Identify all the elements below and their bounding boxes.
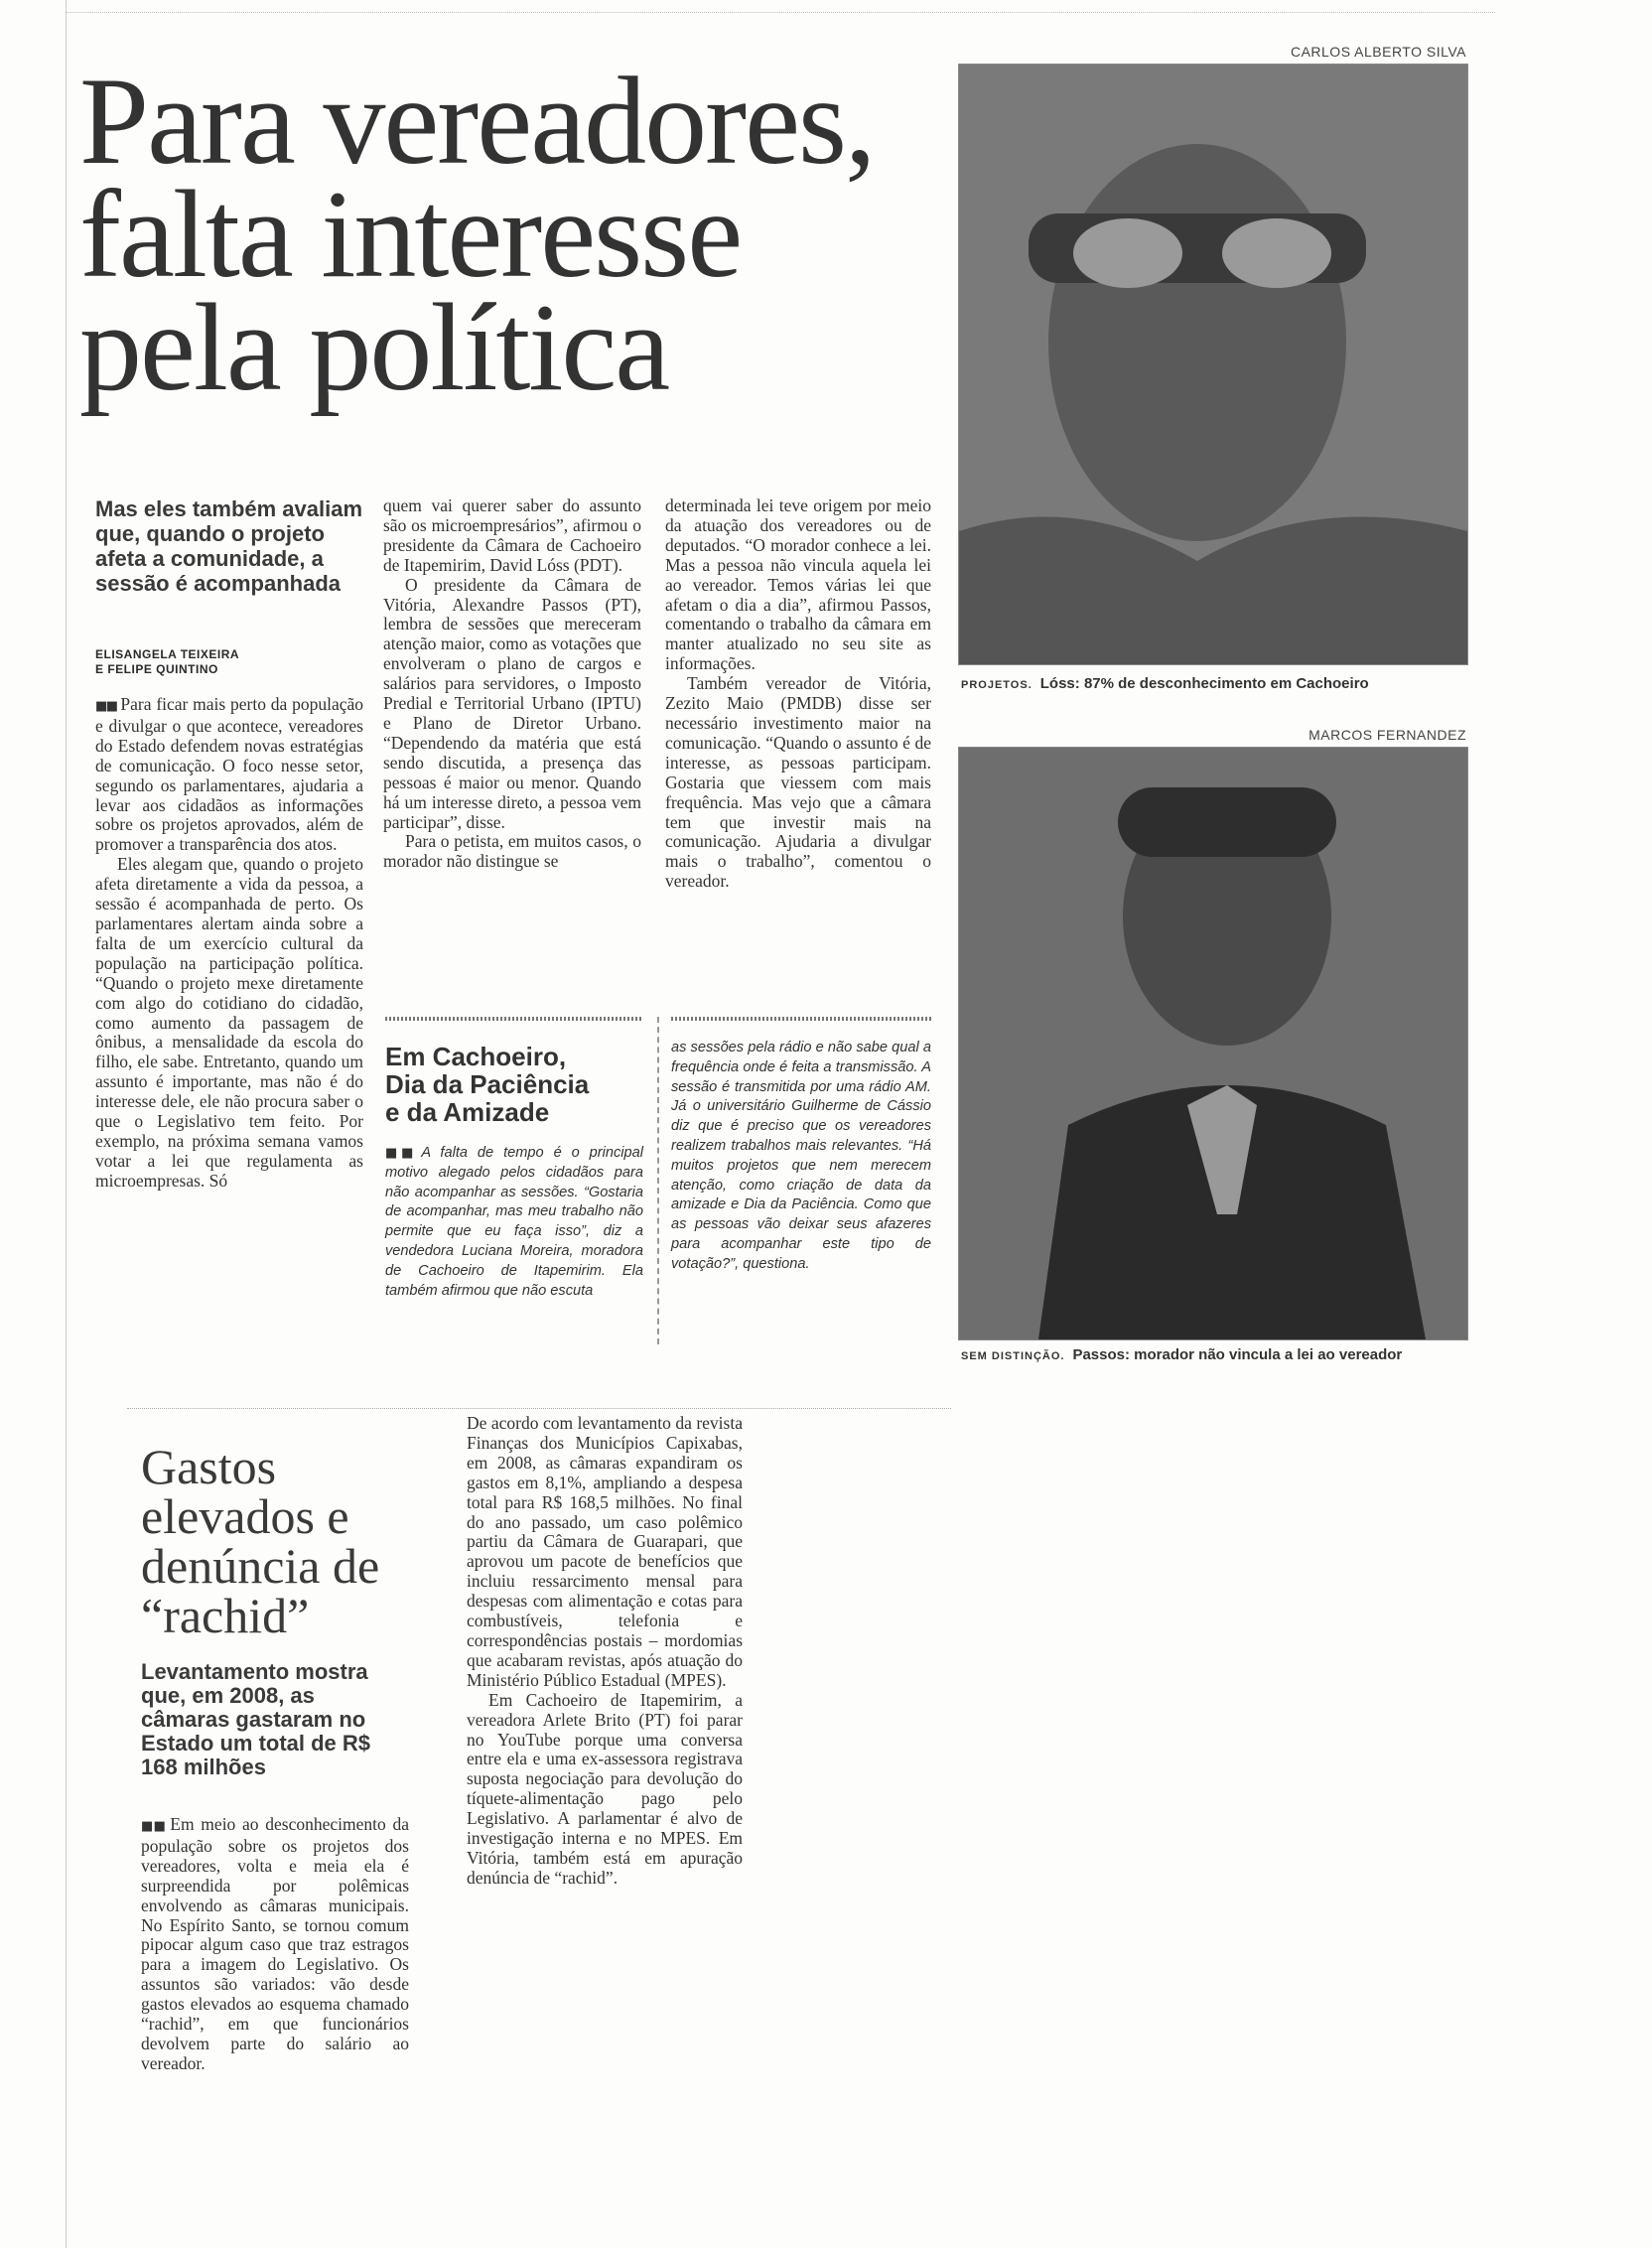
article1-column-2	[383, 496, 641, 872]
photo2-caption	[961, 1346, 1469, 1363]
article1-headline	[79, 53, 943, 417]
paragraph	[95, 695, 363, 855]
headline-line: Para vereadores,	[79, 53, 875, 191]
photo2-image	[958, 747, 1468, 1340]
caption-tag: SEM DISTINÇÃO.	[961, 1350, 1065, 1362]
photo1-credit: CARLOS ALBERTO SILVA	[1290, 44, 1466, 60]
headline-line: pela política	[79, 279, 669, 417]
article1-byline	[95, 647, 363, 677]
caption-text: Passos: morador não vincula a lei ao vereador	[1072, 1346, 1403, 1363]
lead-mark-icon: ■■	[385, 1146, 418, 1161]
caption-tag: PROJETOS.	[961, 679, 1032, 691]
box-title	[385, 1043, 643, 1126]
paragraph	[141, 1815, 409, 2074]
section-separator	[127, 1408, 951, 1409]
paragraph: determinada lei teve origem por meio da atuação dos vereadores ou de deputados. “O morador conhece a lei. Mas a pessoa não vincula aquela lei ao vereador. Temos várias lei que afetam o dia a dia”, afirmou Passos, comentando o trabalho da câmara em manter atualizado no seu site as informações.	[665, 495, 931, 674]
box-column-divider	[657, 1017, 659, 1344]
box-top-rule-right	[671, 1017, 931, 1021]
paragraph: Também vereador de Vitória, Zezito Maio (PMDB) disse ser necessário investimento maior na comunicação. “Quando o assunto é de interesse, as pessoas participam. Gostaria que viessem com mais frequência. Mas vejo que a câmara tem que investir mais na comunicação. Ajudaria a divulgar mais o trabalho”, comentou o vereador.	[665, 673, 931, 892]
box-column-1	[385, 1144, 643, 1301]
caption-text: Lóss: 87% de desconhecimento em Cachoeiro	[1039, 675, 1369, 692]
byline-line: ELISANGELA TEIXEIRA	[95, 647, 240, 661]
top-margin-rule	[66, 12, 1495, 14]
box-column-2: as sessões pela rádio e não sabe qual a frequência onde é feita a transmissão. A sessão é transmitida por uma rádio AM. Já o universitário Guilherme de Cássio diz que é preciso que os vereadores realizem trabalhos mais relevantes. “Há muitos projetos que nem merecem atenção, como criação de data da amizade e Dia da Paciência. Como que as pessoas vão deixar seus afazeres para acompanhar este tipo de votação?”, questiona.	[671, 1040, 931, 1272]
paragraph-text: Em meio ao desconhecimento da população sobre os projetos dos vereadores, volta e meia ela é surpreendida por polêmicas envolvendo as câmaras municipais. No Espírito Santo, se tornou comum pipocar algum caso que traz estragos para a imagem do Legislativo. Os assuntos são variados: vão desde gastos elevados ao esquema chamado “rachid”, em que funcionários devolvem parte do salário ao vereador.	[141, 1814, 409, 2073]
photo1-caption	[961, 675, 1469, 692]
paragraph: Eles alegam que, quando o projeto afeta diretamente a vida da pessoa, a sessão é acompanhada de perto. Os parlamentares alertam ainda sobre a falta de um exercício cultural da população na participação política. “Quando o projeto mexe diretamente com algo do cotidiano do cidadão, como aumento da passagem de ônibus, a mensalidade da escola do filho, ele sabe. Entretanto, quando um assunto é importante, mas não é do interesse dele, ele não procura saber o que o Legislativo tem feito. Por exemplo, na próxima semana vamos votar a lei que regulamenta as microempresas. Só	[95, 854, 363, 1191]
headline-line: elevados e	[141, 1488, 349, 1544]
paragraph: O presidente da Câmara de Vitória, Alexandre Passos (PT), lembra de sessões que mereceram atenção maior, como as votações que envolveram o plano de cargos e salários para servidores, o Imposto Predial e Territorial Urbano (IPTU) e Plano de Diretor Urbano. “Dependendo da matéria que está sendo discutida, a presença das pessoas é maior ou menor. Quando há um interesse direto, a pessoa vem participar”, disse.	[383, 574, 641, 832]
paragraph-text: Para ficar mais perto da população e divulgar o que acontece, vereadores do Estado defendem novas estratégias de comunicação. O foco nesse setor, segundo os parlamentares, ajudaria a levar aos cidadãos as informações sobre os projetos aprovados, além de promover a transparência dos atos.	[95, 694, 363, 855]
left-margin-rule	[66, 0, 67, 2248]
box-text: A falta de tempo é o principal motivo alegado pelos cidadãos para não acompanhar as sessões. “Gostaria de acompanhar, mas meu trabalho não permite que eu faça isso”, diz a vendedora Luciana Moreira, moradora de Cachoeiro de Itapemirim. Ela também afirmou que não escuta	[385, 1145, 643, 1299]
paragraph: Em Cachoeiro de Itapemirim, a vereadora Arlete Brito (PT) foi parar no YouTube porque uma conversa entre ela e uma ex-assessora registrava suposta negociação para devolução do tíquete-alimentação pago pelo Legislativo. A parlamentar é alvo de investigação interna e no MPES. Em Vitória, também está em apuração denúncia de “rachid”.	[467, 1689, 743, 1888]
article2-headline	[141, 1439, 429, 1643]
photo2-credit: MARCOS FERNANDEZ	[1308, 727, 1466, 743]
paragraph: quem vai querer saber do assunto são os microempresários”, afirmou o presidente da Câmara de Cachoeiro de Itapemirim, David Lóss (PDT).	[383, 495, 641, 575]
box-title-line: Dia da Paciência	[385, 1069, 590, 1099]
lead-mark-icon: ■■	[141, 1819, 167, 1834]
box-title-line: e da Amizade	[385, 1097, 550, 1127]
byline-line: E FELIPE QUINTINO	[95, 662, 218, 676]
lead-mark-icon: ■■	[95, 699, 117, 714]
paragraph: De acordo com levantamento da revista Finanças dos Municípios Capixabas, em 2008, as câmaras expandiram os gastos em 8,1%, ampliando a despesa total para R$ 168,5 milhões. No final do ano passado, um caso polêmico partiu da Câmara de Guarapari, que aprovou um pacote de benefícios que incluiu ressarcimento mensal para despesas com alimentação e cotas para combustíveis, telefonia e correspondências postais – mordomias que acabaram revistas, após atuação do Ministério Público Estadual (MPES).	[467, 1413, 743, 1690]
paragraph: Para o petista, em muitos casos, o morador não distingue se	[383, 831, 641, 872]
headline-line: falta interesse	[79, 166, 742, 304]
box-top-rule-left	[385, 1017, 643, 1021]
headline-line: Gastos	[141, 1439, 277, 1494]
article1-column-3	[665, 496, 931, 892]
portrait-photo-icon	[959, 748, 1467, 1339]
article1-deck: Mas eles também avaliam que, quando o projeto afeta a comunidade, a sessão é acompanhada	[95, 496, 363, 596]
portrait-photo-icon	[959, 65, 1467, 664]
headline-line: “rachid”	[141, 1588, 310, 1643]
article2-column-1	[141, 1815, 409, 2074]
photo1-image	[958, 64, 1468, 665]
article2-deck: Levantamento mostra que, em 2008, as câmaras gastaram no Estado um total de R$ 168 milhões	[141, 1659, 371, 1779]
headline-line: denúncia de	[141, 1538, 380, 1594]
article2-column-2	[467, 1414, 743, 1889]
box-title-line: Em Cachoeiro,	[385, 1042, 567, 1071]
article1-column-1	[95, 695, 363, 1192]
